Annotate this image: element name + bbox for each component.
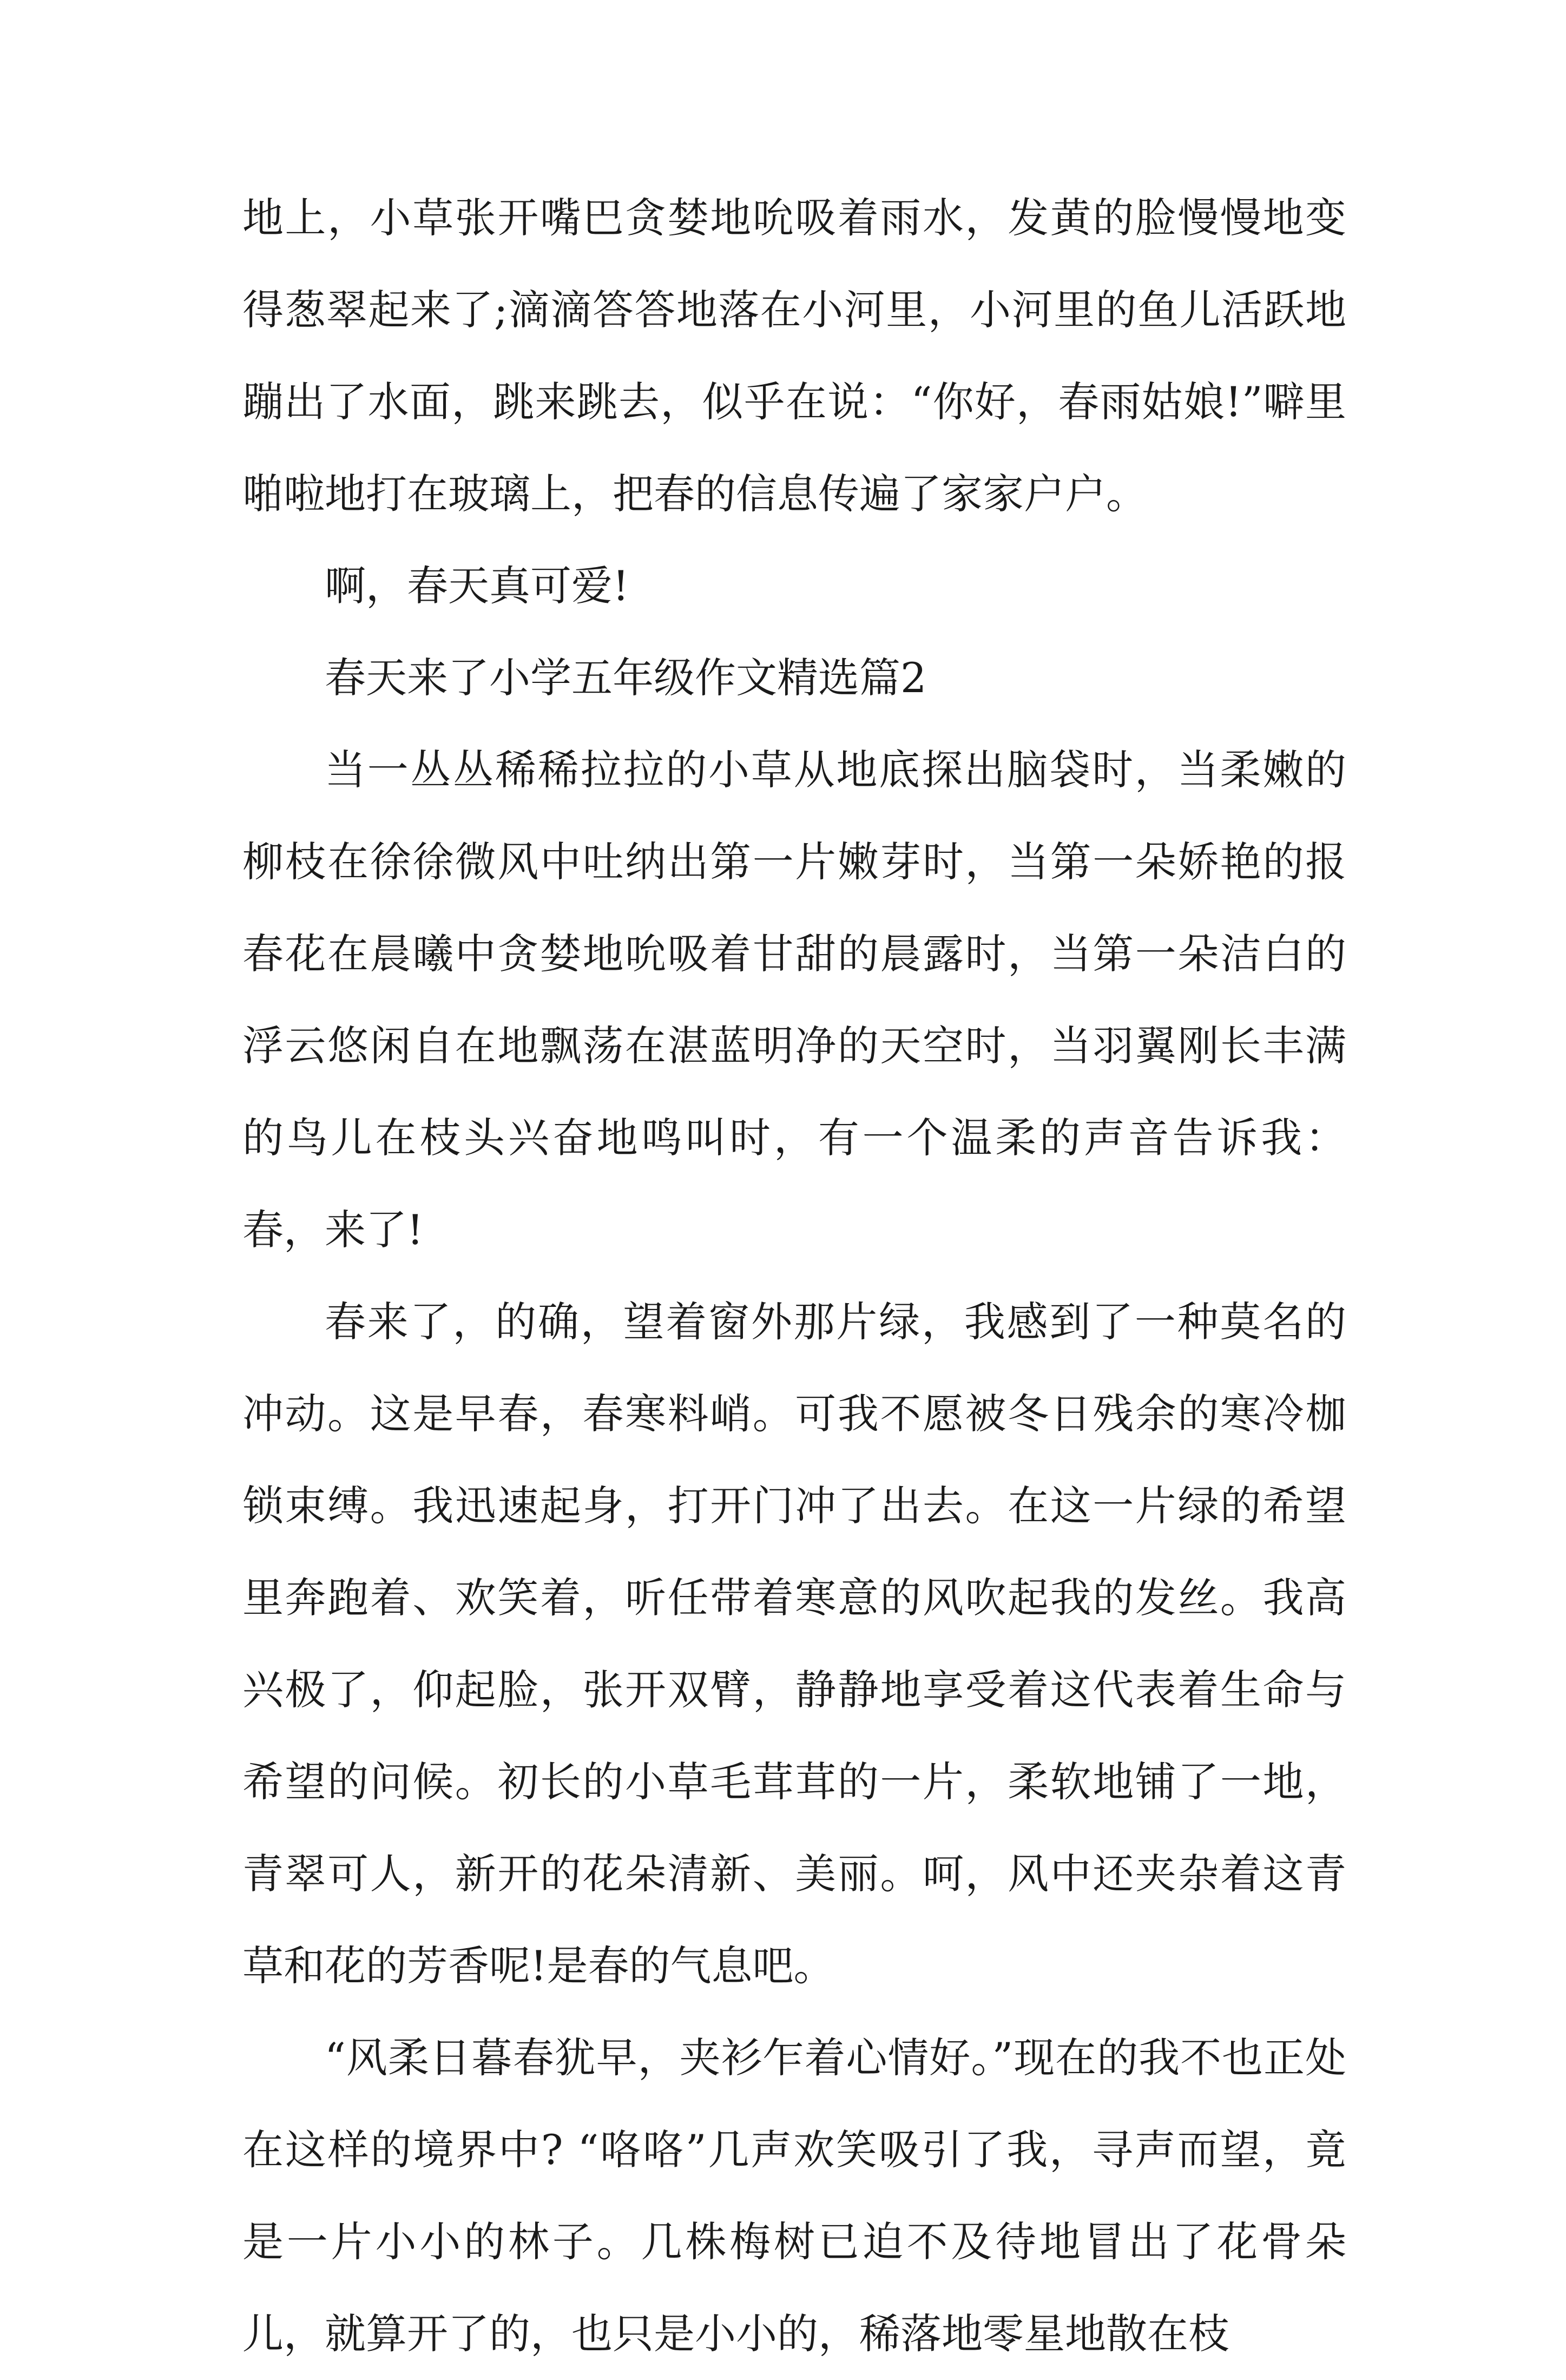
paragraph-continuation: 地上，小草张开嘴巴贪婪地吮吸着雨水，发黄的脸慢慢地变得葱翠起来了;滴滴答答地落在小河里，小河里的鱼儿活跃地蹦出了水面，跳来跳去，似乎在说：“你好，春雨姑娘!”噼里啪啦地打在玻璃上，把春的信息传遍了家家户户。 xyxy=(242,194,1346,518)
article-body xyxy=(242,172,1346,2380)
paragraph-3: “风柔日暮春犹早，夹衫乍着心情好。”现在的我不也正处在这样的境界中? “咯咯”几声欢笑吸引了我，寻声而望，竟是一片小小的林子。几株梅树已迫不及待地冒出了花骨朵儿，就算开了的，也只是小小的，稀落地零星地散在枝 xyxy=(242,2034,1346,2358)
paragraph-1: 当一丛丛稀稀拉拉的小草从地底探出脑袋时，当柔嫩的柳枝在徐徐微风中吐纳出第一片嫩芽时，当第一朵娇艳的报春花在晨曦中贪婪地吮吸着甘甜的晨露时，当第一朵洁白的浮云悠闲自在地飘荡在湛蓝明净的天空时，当羽翼刚长丰满的鸟儿在枝头兴奋地鸣叫时，有一个温柔的声音告诉我：春，来了! xyxy=(242,746,1346,1254)
section-title: 春天来了小学五年级作文精选篇2 xyxy=(325,654,927,702)
paragraph-2: 春来了，的确，望着窗外那片绿，我感到了一种莫名的冲动。这是早春，春寒料峭。可我不愿被冬日残余的寒冷枷锁束缚。我迅速起身，打开门冲了出去。在这一片绿的希望里奔跑着、欢笑着，听任带着寒意的风吹起我的发丝。我高兴极了，仰起脸，张开双臂，静静地享受着这代表着生命与希望的问候。初长的小草毛茸茸的一片，柔软地铺了一地，青翠可人，新开的花朵清新、美丽。呵，风中还夹杂着这青草和花的芳香呢!是春的气息吧。 xyxy=(242,1298,1346,1990)
paragraph-exclamation: 啊，春天真可爱! xyxy=(325,562,629,610)
